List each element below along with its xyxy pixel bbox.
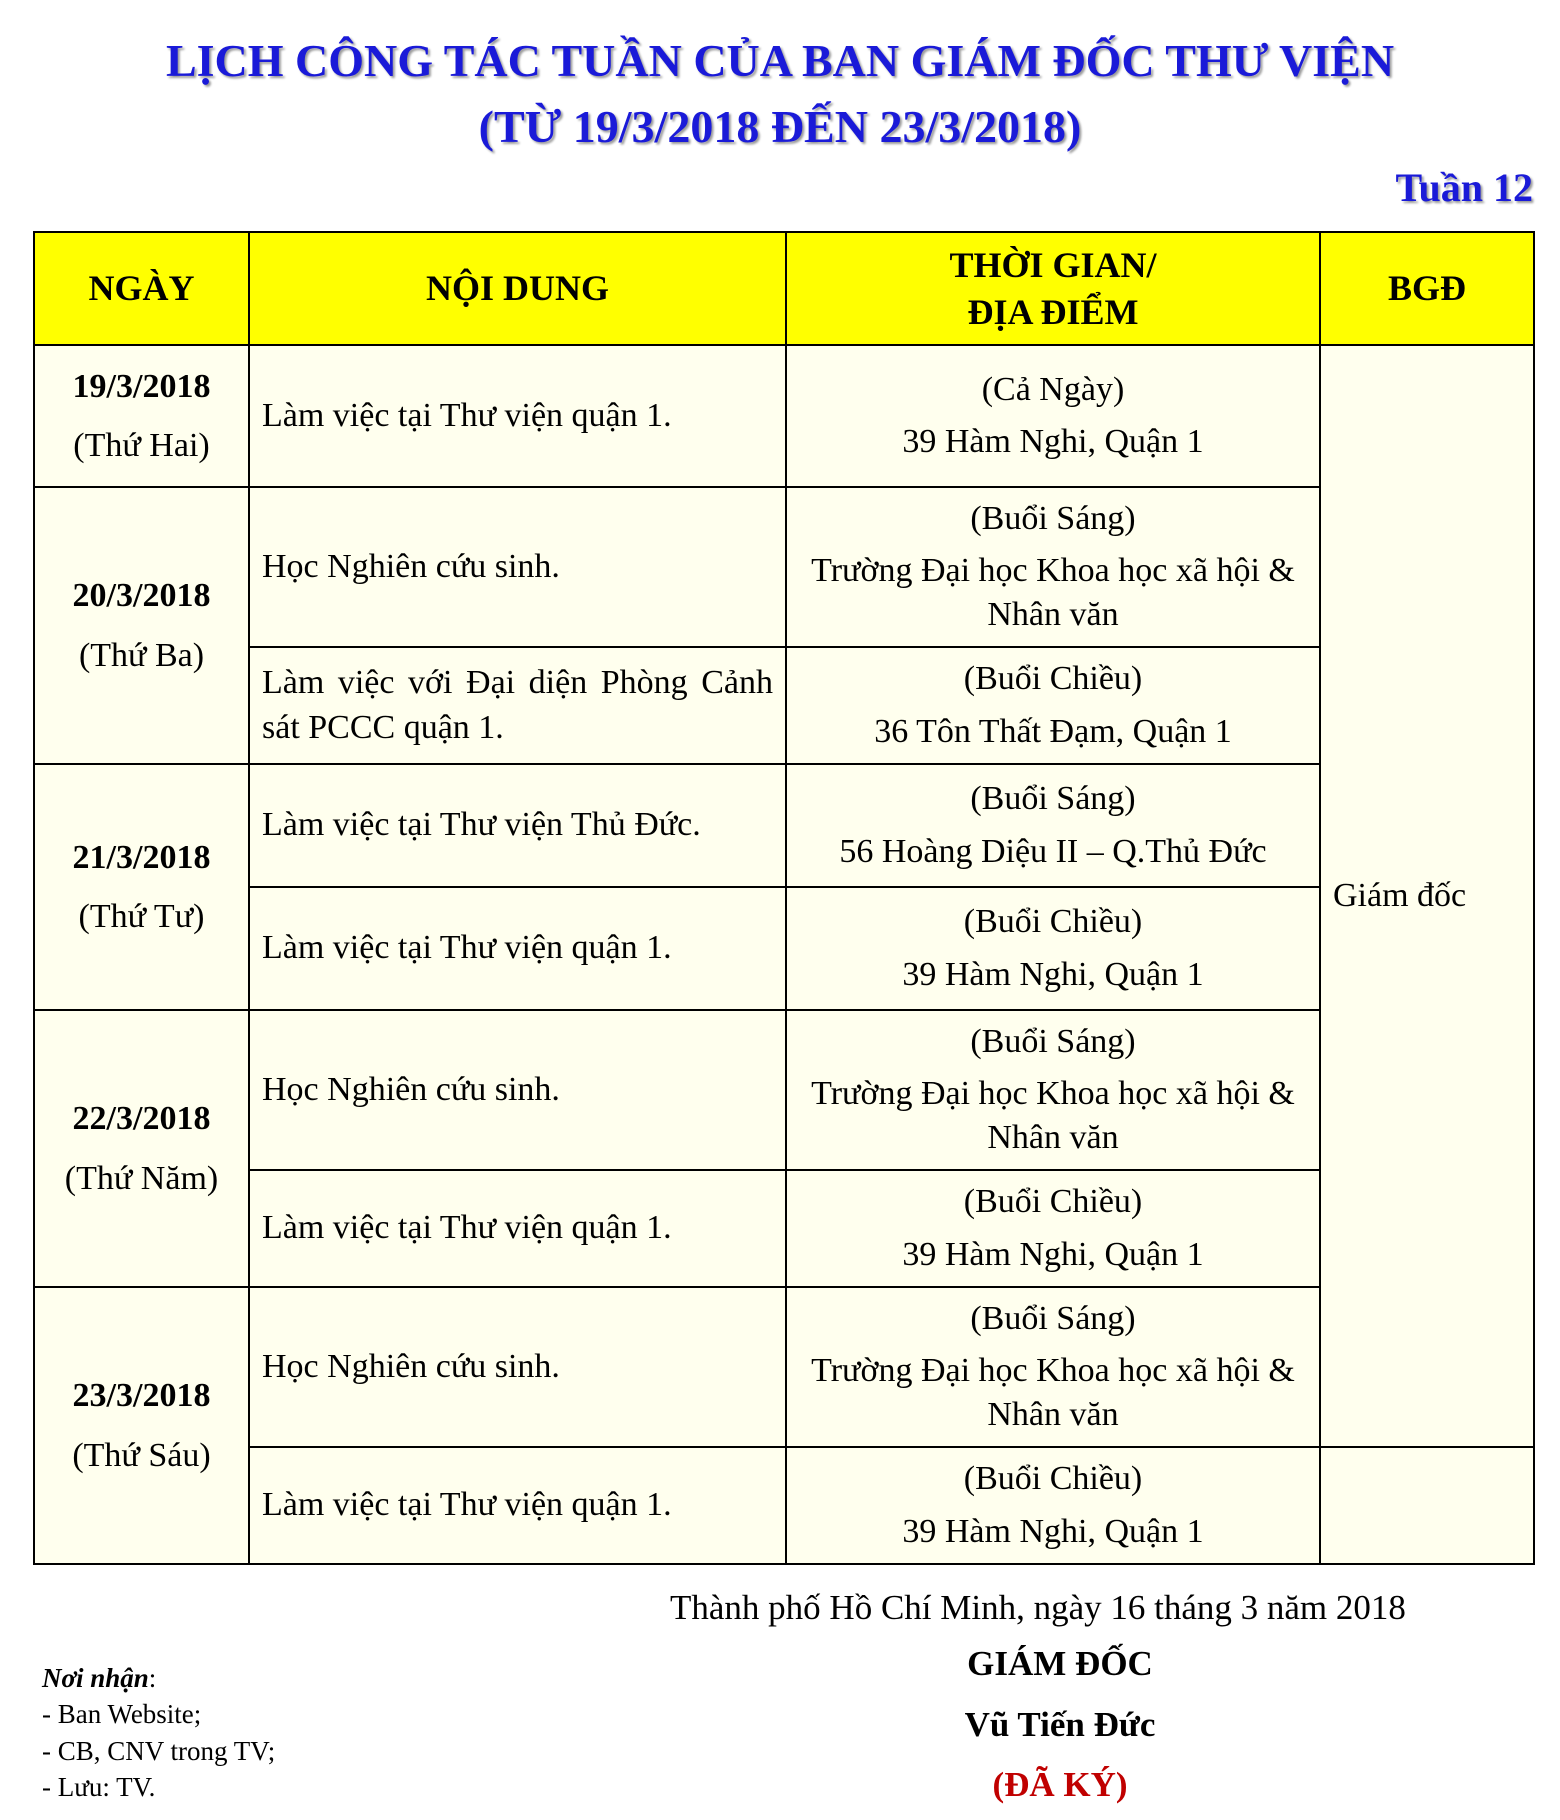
table-row (34, 1010, 1534, 1170)
table-row (34, 1170, 1534, 1287)
title-line-2: (TỪ 19/3/2018 ĐẾN 23/3/2018) (478, 101, 1082, 152)
place-label: Trường Đại học Khoa học xã hội & Nhân văn (811, 1351, 1295, 1434)
content-cell: Làm việc tại Thư viện quận 1. (249, 1447, 786, 1564)
session-label: (Buổi Chiều) (963, 660, 1143, 698)
place-label: 39 Hàm Nghi, Quận 1 (902, 423, 1204, 460)
place-label: Trường Đại học Khoa học xã hội & Nhân văn (811, 1074, 1295, 1157)
column-header-time-place (786, 232, 1320, 345)
header-row (34, 232, 1534, 345)
time-place-cell (786, 764, 1320, 887)
time-place-cell (786, 1010, 1320, 1170)
recipient-item: - CB, CNV trong TV; (42, 1735, 276, 1766)
place-label: 39 Hàm Nghi, Quận 1 (902, 1235, 1204, 1273)
day-of-week: (Thứ Hai) (73, 427, 210, 464)
time-place-cell (786, 1170, 1320, 1287)
day-cell (34, 1010, 249, 1287)
content-cell: Học Nghiên cứu sinh. (249, 1010, 786, 1170)
place-label: 39 Hàm Nghi, Quận 1 (902, 1512, 1204, 1550)
content-cell: Làm việc với Đại diện Phòng Cảnh sát PCCC quận 1. (249, 647, 786, 764)
session-label: (Buổi Sáng) (970, 1299, 1136, 1337)
column-header-time: THỜI GIAN/ (949, 244, 1157, 285)
session-label: (Buổi Sáng) (970, 499, 1136, 537)
session-label: (Buổi Sáng) (970, 780, 1136, 818)
session-label: (Buổi Chiều) (963, 903, 1143, 941)
signed-mark: (ĐÃ KÝ) (992, 1765, 1128, 1804)
day-of-week: (Thứ Năm) (64, 1159, 219, 1197)
session-label: (Cả Ngày) (981, 370, 1125, 408)
content-cell: Làm việc tại Thư viện quận 1. (249, 345, 786, 487)
column-header-place: ĐỊA ĐIỂM (967, 291, 1139, 332)
week-number: Tuần 12 (1395, 165, 1533, 210)
signer-name: Vũ Tiến Đức (964, 1705, 1156, 1744)
time-place-cell (786, 345, 1320, 487)
place-label: 36 Tôn Thất Đạm, Quận 1 (874, 712, 1232, 750)
day-cell (34, 487, 249, 764)
place-label: Trường Đại học Khoa học xã hội & Nhân văn (811, 551, 1295, 634)
title-line-1: LỊCH CÔNG TÁC TUẦN CỦA BAN GIÁM ĐỐC THƯ VIỆN (165, 35, 1395, 86)
recipient-item: - Lưu: TV. (42, 1772, 156, 1803)
column-header-content: NỘI DUNG (249, 232, 786, 345)
recipient-item: - Ban Website; (42, 1699, 202, 1730)
day-of-week: (Thứ Ba) (78, 636, 205, 674)
time-place-cell (786, 487, 1320, 647)
content-cell: Học Nghiên cứu sinh. (249, 1287, 786, 1447)
day-date: 21/3/2018 (72, 838, 211, 876)
time-place-cell (786, 1287, 1320, 1447)
content-cell: Học Nghiên cứu sinh. (249, 487, 786, 647)
bgd-cell: Giám đốc (1320, 345, 1534, 1447)
day-date: 19/3/2018 (72, 367, 211, 405)
session-label: (Buổi Chiều) (963, 1460, 1143, 1498)
content-cell: Làm việc tại Thư viện quận 1. (249, 1170, 786, 1287)
column-header-bgd: BGĐ (1320, 232, 1534, 345)
table-row (34, 345, 1534, 487)
table-row (34, 764, 1534, 887)
table-row (34, 1287, 1534, 1447)
recipients-block (42, 1660, 275, 1806)
recipients-heading (42, 1660, 275, 1696)
recipients-label: Nơi nhận (42, 1663, 149, 1693)
content-cell: Làm việc tại Thư viện quận 1. (249, 887, 786, 1010)
day-cell (34, 345, 249, 487)
day-cell (34, 1287, 249, 1564)
table-row (34, 887, 1534, 1010)
place-date-line: Thành phố Hồ Chí Minh, ngày 16 tháng 3 năm 2018 (670, 1588, 1406, 1627)
bgd-empty-cell (1320, 1447, 1534, 1564)
recipients-colon: : (148, 1663, 157, 1693)
day-cell (34, 764, 249, 1010)
column-header-day: NGÀY (34, 232, 249, 345)
day-of-week: (Thứ Sáu) (72, 1436, 211, 1474)
table-row (34, 1447, 1534, 1564)
session-label: (Buổi Chiều) (963, 1183, 1143, 1221)
table-row (34, 487, 1534, 647)
signer-title: GIÁM ĐỐC (967, 1644, 1153, 1683)
table-row (34, 647, 1534, 764)
day-date: 22/3/2018 (72, 1100, 211, 1137)
day-of-week: (Thứ Tư) (78, 898, 205, 935)
time-place-cell (786, 887, 1320, 1010)
session-label: (Buổi Sáng) (970, 1022, 1136, 1060)
place-label: 39 Hàm Nghi, Quận 1 (902, 955, 1204, 993)
day-date: 20/3/2018 (72, 577, 211, 614)
time-place-cell (786, 1447, 1320, 1564)
place-label: 56 Hoàng Diệu II – Q.Thủ Đức (839, 832, 1267, 870)
time-place-cell (786, 647, 1320, 764)
content-cell: Làm việc tại Thư viện Thủ Đức. (249, 764, 786, 887)
day-date: 23/3/2018 (72, 1377, 211, 1414)
schedule-table (33, 231, 1535, 1565)
